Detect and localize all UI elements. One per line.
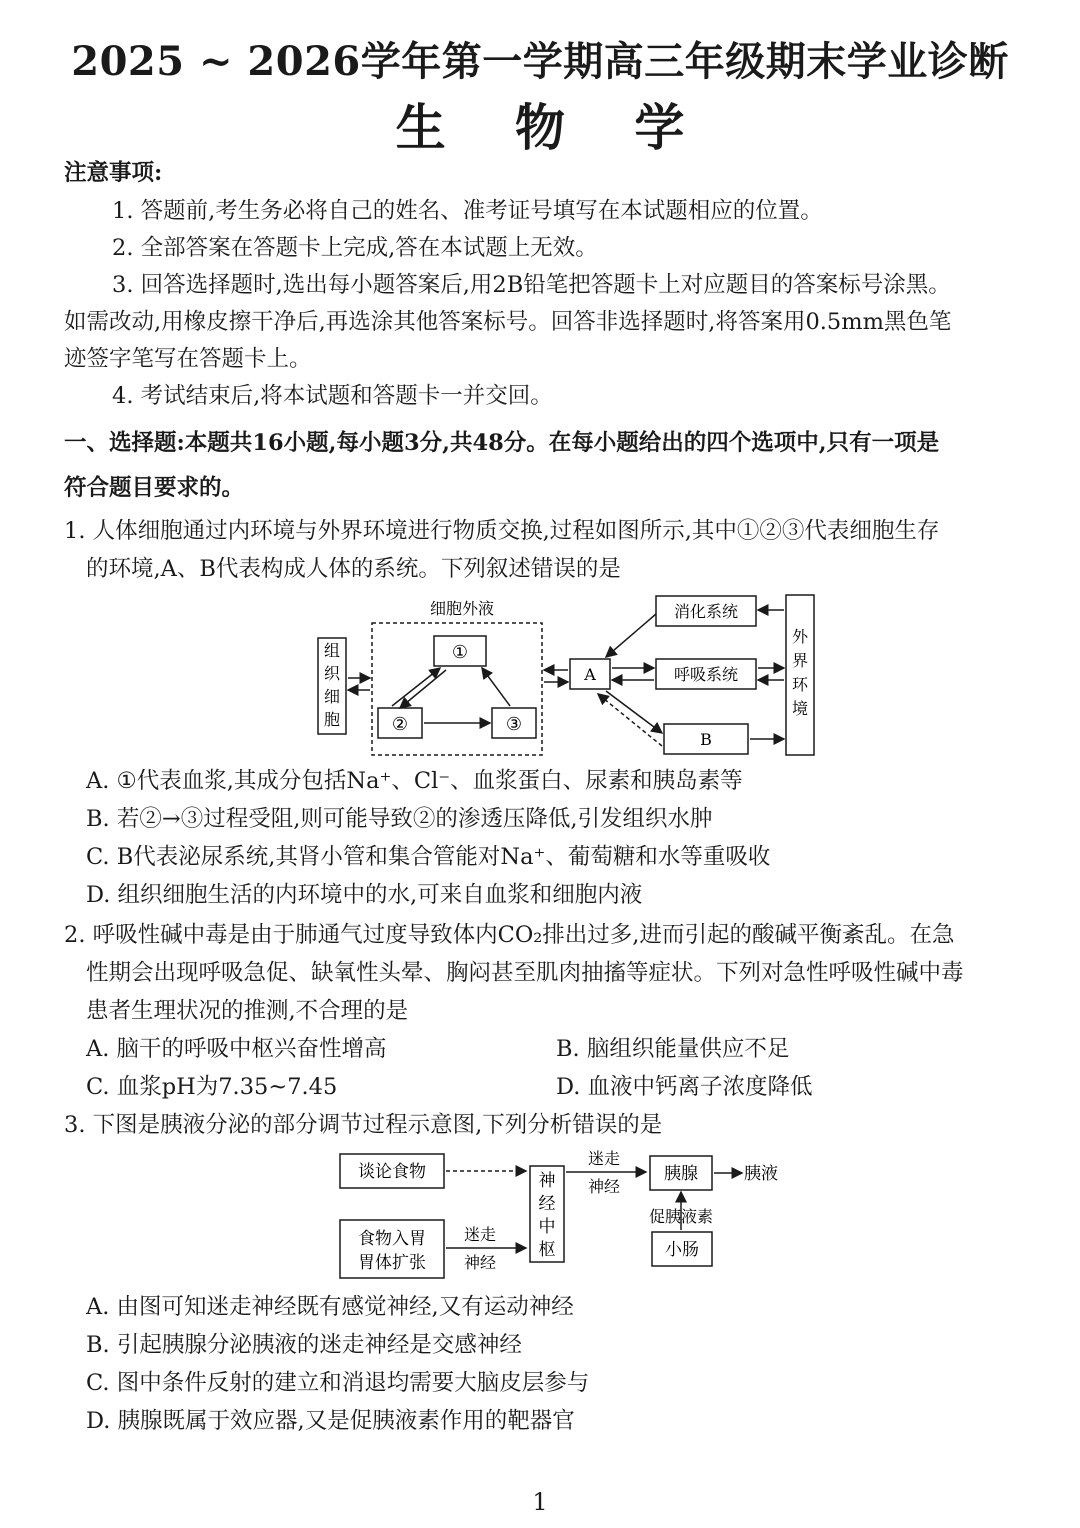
notice-line: 如需改动,用橡皮擦干净后,再选涂其他答案标号。回答非选择题时,将答案用0.5mm黑色笔 xyxy=(64,309,952,335)
vagus-afferent-label: 迷走 xyxy=(463,1225,497,1244)
system-a-label: A xyxy=(584,665,596,684)
notice-line: 4. 考试结束后,将本试题和答题卡一并交回。 xyxy=(112,383,553,409)
exam-title: 2025 ~ 2026学年第一学期高三年级期末学业诊断 xyxy=(71,38,1009,85)
tissue-cell-char: 组 xyxy=(323,641,341,660)
q3-option-c: C. 图中条件反射的建立和消退均需要大脑皮层参与 xyxy=(86,1370,590,1396)
respiratory-system-label: 呼吸系统 xyxy=(673,665,739,684)
tissue-cell-char: 胞 xyxy=(323,710,341,729)
node-3-label: ③ xyxy=(505,714,523,735)
q1-option-c: C. B代表泌尿系统,其肾小管和集合管能对Na⁺、葡萄糖和水等重吸收 xyxy=(86,844,771,870)
q3-stem: 3. 下图是胰液分泌的部分调节过程示意图,下列分析错误的是 xyxy=(64,1112,663,1138)
vagus-efferent-label: 迷走 xyxy=(587,1149,621,1168)
section-heading-cont: 符合题目要求的。 xyxy=(64,475,245,501)
tissue-cell-char: 细 xyxy=(323,687,341,706)
notice-line: 1. 答题前,考生务必将自己的姓名、准考证号填写在本试题相应的位置。 xyxy=(112,198,823,224)
pancreatic-juice-label: 胰液 xyxy=(744,1164,778,1184)
page-number: 1 xyxy=(532,1488,548,1516)
q3-diagram xyxy=(330,1148,800,1284)
q2-stem: 性期会出现呼吸急促、缺氧性头晕、胸闷甚至肌肉抽搐等症状。下列对急性呼吸性碱中毒 xyxy=(86,960,964,986)
pancreas-label: 胰腺 xyxy=(664,1164,698,1184)
q2-stem: 患者生理状况的推测,不合理的是 xyxy=(86,998,409,1024)
q1-diagram xyxy=(300,590,830,760)
tissue-cell-char: 织 xyxy=(323,664,341,683)
node-1-label: ① xyxy=(451,642,469,663)
section-heading: 一、选择题:本题共16小题,每小题3分,共48分。在每小题给出的四个选项中,只有一项是 xyxy=(64,430,940,456)
q3-option-b: B. 引起胰腺分泌胰液的迷走神经是交感神经 xyxy=(86,1332,522,1358)
secretin-label: 促胰液素 xyxy=(648,1207,714,1226)
vagus-afferent-label: 神经 xyxy=(463,1253,497,1272)
nerve-center-char: 枢 xyxy=(538,1240,556,1260)
environment-char: 界 xyxy=(791,651,809,670)
system-b-label: B xyxy=(700,730,712,749)
food-stomach-label: 食物入胃 xyxy=(358,1229,426,1249)
small-intestine-label: 小肠 xyxy=(665,1240,699,1260)
q2-stem: 2. 呼吸性碱中毒是由于肺通气过度导致体内CO₂排出过多,进而引起的酸碱平衡紊乱。在急 xyxy=(64,922,955,948)
notice-line: 迹签字笔写在答题卡上。 xyxy=(64,346,312,372)
q2-option-d: D. 血液中钙离子浓度降低 xyxy=(556,1074,813,1100)
nerve-center-char: 神 xyxy=(538,1171,556,1191)
q1-option-b: B. 若②→③过程受阻,则可能导致②的渗透压降低,引发组织水肿 xyxy=(86,806,713,832)
environment-char: 环 xyxy=(791,675,809,694)
talk-food-label: 谈论食物 xyxy=(358,1162,426,1182)
notice-line: 3. 回答选择题时,选出每小题答案后,用2B铅笔把答题卡上对应题目的答案标号涂黑。 xyxy=(112,272,951,298)
subject-title: 生 物 学 xyxy=(395,98,711,157)
nerve-center-char: 中 xyxy=(538,1217,556,1237)
extracellular-fluid-label: 细胞外液 xyxy=(429,599,495,618)
environment-char: 境 xyxy=(791,699,809,718)
notice-line: 2. 全部答案在答题卡上完成,答在本试题上无效。 xyxy=(112,235,598,261)
digestive-system-label: 消化系统 xyxy=(673,602,739,621)
notice-heading: 注意事项: xyxy=(64,160,163,186)
q3-option-d: D. 胰腺既属于效应器,又是促胰液素作用的靶器官 xyxy=(86,1408,575,1434)
q2-option-b: B. 脑组织能量供应不足 xyxy=(556,1036,790,1062)
q2-option-c: C. 血浆pH为7.35~7.45 xyxy=(86,1074,338,1100)
vagus-efferent-label: 神经 xyxy=(587,1177,621,1196)
node-2-label: ② xyxy=(391,714,409,735)
q1-option-d: D. 组织细胞生活的内环境中的水,可来自血浆和细胞内液 xyxy=(86,882,643,908)
q1-stem: 的环境,A、B代表构成人体的系统。下列叙述错误的是 xyxy=(86,556,621,582)
food-stomach-label: 胃体扩张 xyxy=(358,1253,426,1273)
q1-option-a: A. ①代表血浆,其成分包括Na⁺、Cl⁻、血浆蛋白、尿素和胰岛素等 xyxy=(86,768,743,794)
q1-stem: 1. 人体细胞通过内环境与外界环境进行物质交换,过程如图所示,其中①②③代表细胞生存 xyxy=(64,518,940,544)
environment-char: 外 xyxy=(791,627,809,646)
q3-option-a: A. 由图可知迷走神经既有感觉神经,又有运动神经 xyxy=(86,1294,574,1320)
q2-option-a: A. 脑干的呼吸中枢兴奋性增高 xyxy=(86,1036,387,1062)
nerve-center-char: 经 xyxy=(538,1194,556,1214)
